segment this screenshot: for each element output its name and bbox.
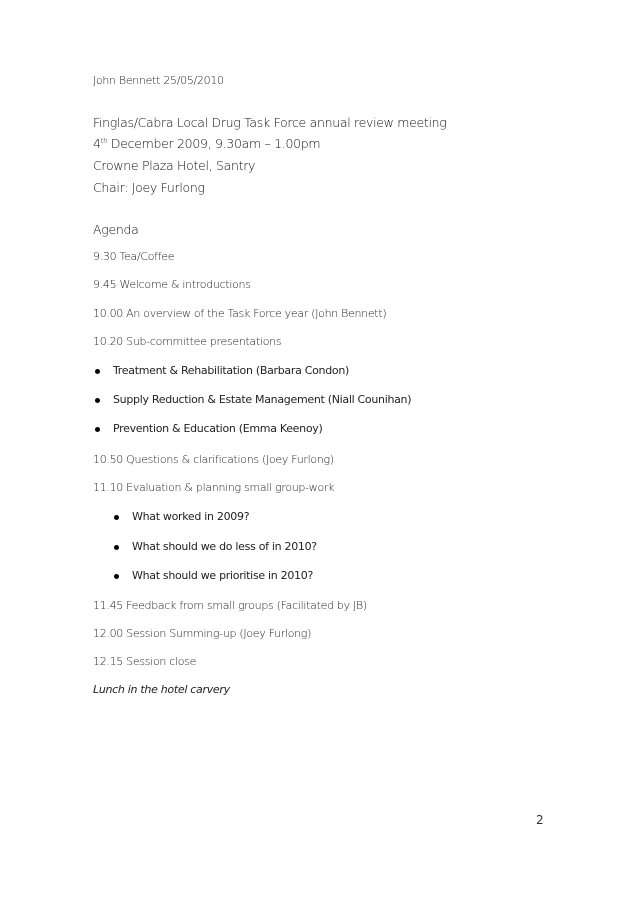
agenda-heading: Agenda [93, 222, 139, 237]
meeting-chair: Chair: Joey Furlong [93, 180, 205, 195]
meeting-title: Finglas/Cabra Local Drug Task Force annual review meeting [93, 115, 447, 130]
bullet-icon [95, 427, 100, 432]
bullet-item: Supply Reduction & Estate Management (Niall Counihan) [113, 393, 412, 406]
meeting-date-suffix: th [100, 136, 108, 145]
agenda-item: 12.15 Session close [93, 655, 197, 668]
bullet-icon [114, 574, 119, 579]
agenda-item: 9.30 Tea/Coffee [93, 250, 175, 263]
bullet-item: What should we prioritise in 2010? [132, 569, 313, 582]
bullet-item: What should we do less of in 2010? [132, 540, 317, 553]
bullet-item: What worked in 2009? [132, 510, 250, 523]
meeting-venue: Crowne Plaza Hotel, Santry [93, 158, 256, 173]
meeting-date-rest: December 2009, 9.30am – 1.00pm [107, 136, 321, 151]
agenda-item: 9.45 Welcome & introductions [93, 278, 251, 291]
agenda-item: 10.50 Questions & clarifications (Joey Furlong) [93, 453, 334, 466]
bullet-item: Prevention & Education (Emma Keenoy) [113, 422, 323, 435]
agenda-item: 10.20 Sub-committee presentations [93, 335, 282, 348]
agenda-item: 11.45 Feedback from small groups (Facilitated by JB) [93, 599, 367, 612]
lunch-note: Lunch in the hotel carvery [93, 683, 230, 696]
bullet-icon [114, 545, 119, 550]
bullet-item: Treatment & Rehabilitation (Barbara Condon) [113, 364, 349, 377]
bullet-icon [114, 515, 119, 520]
meeting-date [93, 136, 320, 151]
agenda-item: 12.00 Session Summing-up (Joey Furlong) [93, 627, 312, 640]
bullet-icon [95, 369, 100, 374]
agenda-item: 10.00 An overview of the Task Force year (John Bennett) [93, 307, 387, 320]
agenda-item: 11.10 Evaluation & planning small group-work [93, 481, 335, 494]
bullet-icon [95, 398, 100, 403]
author-date: John Bennett 25/05/2010 [93, 74, 224, 87]
meeting-date-day: 4 [93, 136, 101, 151]
page-number: 2 [536, 813, 544, 827]
